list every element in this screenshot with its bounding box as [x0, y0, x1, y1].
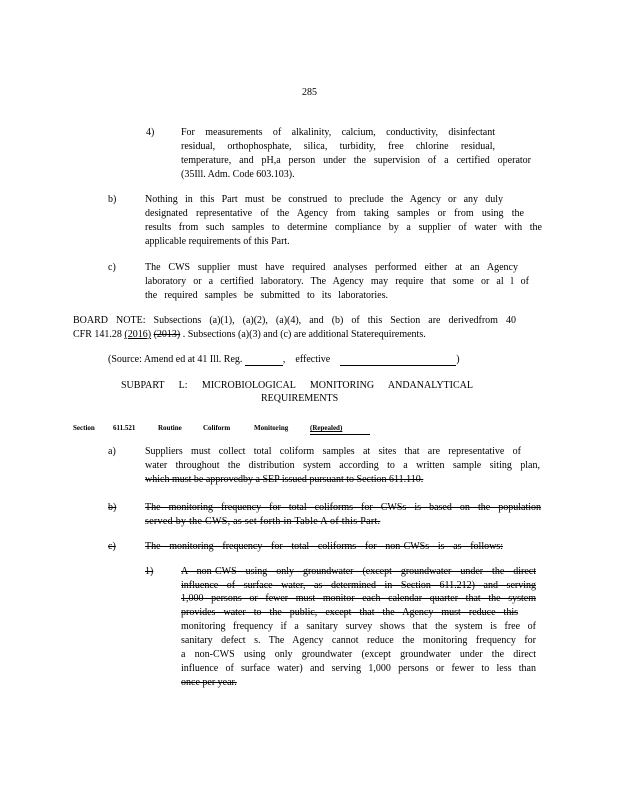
section-title-word-1: Routine: [158, 424, 182, 432]
item-1-line-7: a non-CWS using only groundwater (except groundwater under the direct: [181, 649, 536, 660]
item-b-line-3: results from such samples to determine compliance by a supplier of water with the: [145, 222, 542, 233]
section-repealed-text: (Repealed): [310, 424, 343, 432]
item-b-line-1: Nothing in this Part must be construed to preclude the Agency or any duly: [145, 194, 503, 205]
item-1-line-2: influence of surface water, as determined in Section 611.212) and serving: [181, 580, 536, 591]
subpart-heading-line-2: REQUIREMENTS: [261, 393, 339, 404]
section-title-word-3: Monitoring: [254, 424, 289, 432]
source-reg-blank: [245, 355, 283, 366]
item-a-line-1: Suppliers must collect total coliform samples at sites that are representative of: [145, 446, 521, 457]
item-b2-marker: b): [108, 502, 117, 513]
item-1-line-3: 1,000 persons or fewer must monitor each calendar quarter that the system: [181, 593, 536, 604]
item-c2-marker: c): [108, 541, 116, 552]
subpart-heading-line-1: SUBPART L: MICROBIOLOGICAL MONITORING ANDANALYTICAL: [121, 380, 473, 391]
item-b2-line-1: The monitoring frequency for total coliforms for CWSs is based on the population: [145, 502, 541, 513]
item-1-line-6: sanitary defect s. The Agency cannot reduce the monitoring frequency for: [181, 635, 536, 646]
board-note-line-1: BOARD NOTE: Subsections (a)(1), (a)(2), (a)(4), and (b) of this Section are derivedfrom 40: [73, 315, 516, 326]
item-c-line-3: the required samples be submitted to its laboratories.: [145, 290, 388, 301]
item-4-line-3: temperature, and pH,a person under the supervision of a certified operator: [181, 155, 531, 166]
source-open: (Source: Amend ed at 41 Ill. Reg.: [108, 354, 243, 365]
item-b-line-4: applicable requirements of this Part.: [145, 236, 290, 247]
board-note-line-2: [73, 329, 426, 341]
item-a-marker: a): [108, 446, 116, 457]
page-number: 285: [302, 87, 317, 98]
section-label: Section: [73, 424, 95, 432]
board-note-deleted-year: (2013): [153, 329, 181, 340]
section-number: 611.521: [113, 424, 136, 432]
source-line: [108, 354, 460, 366]
source-close: ): [456, 354, 460, 365]
item-c-marker: c): [108, 262, 116, 273]
item-4-line-2: residual, orthophosphate, silica, turbidity, free chlorine residual,: [181, 141, 495, 152]
item-1-line-5: monitoring frequency if a sanitary survey shows that the system is free of: [181, 621, 536, 632]
source-effective: effective: [295, 354, 331, 365]
item-b-marker: b): [108, 194, 117, 205]
item-b2-line-2: served by the CWS, as set forth in Table A of this Part.: [145, 516, 381, 527]
item-a-line-3-deleted: which must be approvedby a SEP issued pursuant to Section 611.110.: [145, 474, 424, 485]
item-4-line-4: (35Ill. Adm. Code 603.103).: [181, 169, 295, 180]
item-b-line-2: designated representative of the Agency from taking samples or from using the: [145, 208, 524, 219]
item-4-line-1: For measurements of alkalinity, calcium, conductivity, disinfectant: [181, 127, 495, 138]
source-comma: ,: [282, 354, 286, 365]
source-effective-blank: [340, 355, 456, 366]
section-title-word-2: Coliform: [203, 424, 231, 432]
section-repealed: [310, 422, 370, 435]
item-c2-line: The monitoring frequency for total coliforms for non-CWSs is as follows:: [145, 541, 503, 552]
item-c-line-2: laboratory or a certified laboratory. The Agency may require that some or al l of: [145, 276, 529, 287]
board-note-citation: CFR 141.28: [73, 329, 122, 340]
item-a-line-2: water throughout the distribution system according to a written sample siting plan,: [145, 460, 540, 471]
item-1-marker: 1): [145, 566, 154, 577]
item-1-line-1: A non-CWS using only groundwater (except groundwater under the direct: [181, 566, 536, 577]
board-note-added-year: (2016): [124, 329, 152, 340]
board-note-rest: . Subsections (a)(3) and (c) are additional Staterequirements.: [182, 329, 426, 340]
item-1-line-4: provides water to the public, except that the Agency must reduce this: [181, 607, 518, 618]
item-4-marker: 4): [146, 127, 155, 138]
item-1-line-9: once per year.: [181, 677, 237, 688]
item-1-line-8: influence of surface water) and serving 1,000 persons or fewer to less than: [181, 663, 536, 674]
item-c-line-1: The CWS supplier must have required analyses performed either at an Agency: [145, 262, 518, 273]
